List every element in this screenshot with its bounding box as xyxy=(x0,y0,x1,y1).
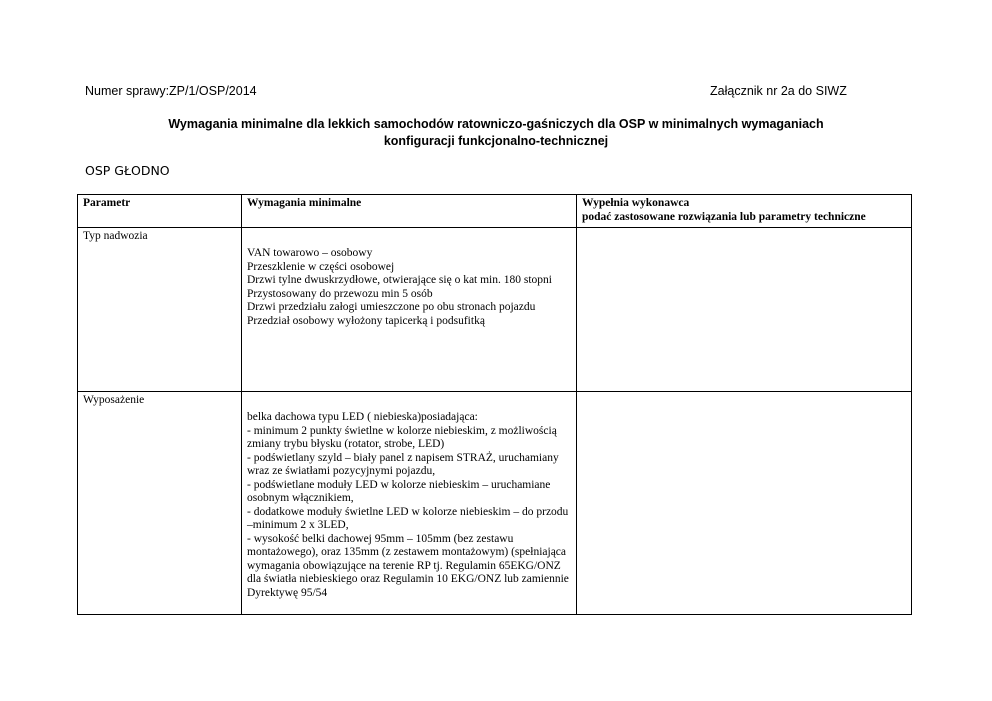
row-param: Typ nadwozia xyxy=(78,228,242,392)
requirement-line: - wysokość belki dachowej 95mm – 105mm (bez zestawu montażowego), oraz 135mm (z zestawem montażowym) (spełniająca wymagania obowiązujące na terenie RP tj. Regulamin 65EKG/ONZ dla światła niebieskiego oraz Regulamin 10 EKG/ONZ lub zamiennie Dyrektywę 95/54 xyxy=(247,532,569,599)
row-requirements xyxy=(242,228,577,392)
header-requirements: Wymagania minimalne xyxy=(242,195,577,228)
row-param: Wyposażenie xyxy=(78,392,242,615)
requirement-line: belka dachowa typu LED ( niebieska)posiadająca: xyxy=(247,411,478,423)
header-param: Parametr xyxy=(78,195,242,228)
requirement-line: Przystosowany do przewozu min 5 osób xyxy=(247,287,433,300)
row-contractor-input[interactable] xyxy=(577,392,912,615)
requirement-line: - podświetlany szyld – biały panel z napisem STRAŻ, uruchamiany wraz ze światłami pozycyjnymi pojazdu, xyxy=(247,451,559,477)
requirements-table xyxy=(77,194,912,615)
header-contractor-line-2: podać zastosowane rozwiązania lub parametry techniczne xyxy=(582,210,866,223)
requirement-line: - minimum 2 punkty świetlne w kolorze niebieskim, z możliwością zmiany trybu błysku (rotator, strobe, LED) xyxy=(247,424,557,450)
requirement-line: - podświetlane moduły LED w kolorze niebieskim – uruchamiane osobnym włącznikiem, xyxy=(247,478,551,504)
requirement-line: - dodatkowe moduły świetlne LED w kolorze niebieskim – do przodu –minimum 2 x 3LED, xyxy=(247,505,569,531)
title-line-1: Wymagania minimalne dla lekkich samochodów ratowniczo-gaśniczych dla OSP w minimalnych wymaganiach xyxy=(168,117,824,131)
header-contractor-line-1: Wypełnia wykonawca xyxy=(582,197,690,209)
requirement-line: Przedział osobowy wyłożony tapicerką i podsufitką xyxy=(247,314,485,327)
requirement-line: Drzwi tylne dwuskrzydłowe, otwierające się o kat min. 180 stopni xyxy=(247,274,552,286)
row-requirements xyxy=(242,392,577,615)
case-number: Numer sprawy:ZP/1/OSP/2014 xyxy=(85,84,257,98)
requirement-line: Przeszklenie w części osobowej xyxy=(247,260,395,273)
table-header-row xyxy=(78,195,912,228)
row-contractor-input[interactable] xyxy=(577,228,912,392)
table-row xyxy=(78,228,912,392)
table-row xyxy=(78,392,912,615)
attachment-label: Załącznik nr 2a do SIWZ xyxy=(710,84,847,98)
requirement-line: VAN towarowo – osobowy xyxy=(247,247,373,259)
header-contractor xyxy=(577,195,912,228)
requirement-line: Drzwi przedziału załogi umieszczone po obu stronach pojazdu xyxy=(247,301,536,313)
document-title xyxy=(100,116,892,150)
title-line-2: konfiguracji funkcjonalno-technicznej xyxy=(383,134,609,148)
unit-name: OSP GŁODNO xyxy=(85,163,170,178)
